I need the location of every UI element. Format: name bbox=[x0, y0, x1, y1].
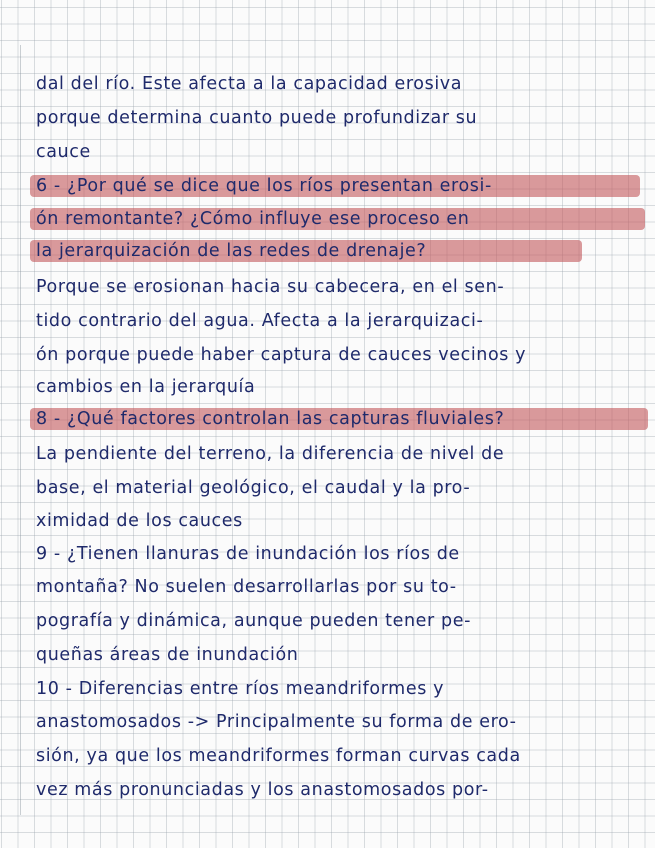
answer-line: queñas áreas de inundación bbox=[36, 645, 299, 665]
note-line: dal del río. Este afecta a la capacidad erosiva bbox=[36, 74, 463, 94]
note-line: porque determina cuanto puede profundizar su bbox=[36, 108, 478, 128]
note-line: cauce bbox=[36, 142, 91, 162]
question-line: ón remontante? ¿Cómo influye ese proceso en bbox=[36, 209, 470, 229]
answer-line: base, el material geológico, el caudal y la pro- bbox=[36, 478, 471, 498]
answer-line: La pendiente del terreno, la diferencia de nivel de bbox=[36, 444, 505, 464]
question-line: 10 - Diferencias entre ríos meandriformes y bbox=[36, 679, 445, 699]
answer-line: tido contrario del agua. Afecta a la jerarquizaci- bbox=[36, 311, 484, 331]
question-line: 6 - ¿Por qué se dice que los ríos presentan erosi- bbox=[36, 176, 492, 196]
margin-line bbox=[20, 45, 21, 815]
answer-line: ón porque puede haber captura de cauces vecinos y bbox=[36, 345, 527, 365]
answer-line: Porque se erosionan hacia su cabecera, en el sen- bbox=[36, 277, 505, 297]
question-line: la jerarquización de las redes de drenaje? bbox=[36, 241, 427, 261]
question-line: 9 - ¿Tienen llanuras de inundación los ríos de bbox=[36, 544, 460, 564]
answer-line: cambios en la jerarquía bbox=[36, 377, 256, 397]
answer-line: sión, ya que los meandriformes forman curvas cada bbox=[36, 746, 521, 766]
question-line: 8 - ¿Qué factores controlan las capturas fluviales? bbox=[36, 409, 505, 429]
answer-line: pografía y dinámica, aunque pueden tener pe- bbox=[36, 611, 472, 631]
answer-line: montaña? No suelen desarrollarlas por su to- bbox=[36, 577, 457, 597]
answer-line: vez más pronunciadas y los anastomosados por- bbox=[36, 780, 489, 800]
answer-line: anastomosados -> Principalmente su forma de ero- bbox=[36, 712, 517, 732]
answer-line: ximidad de los cauces bbox=[36, 511, 243, 531]
